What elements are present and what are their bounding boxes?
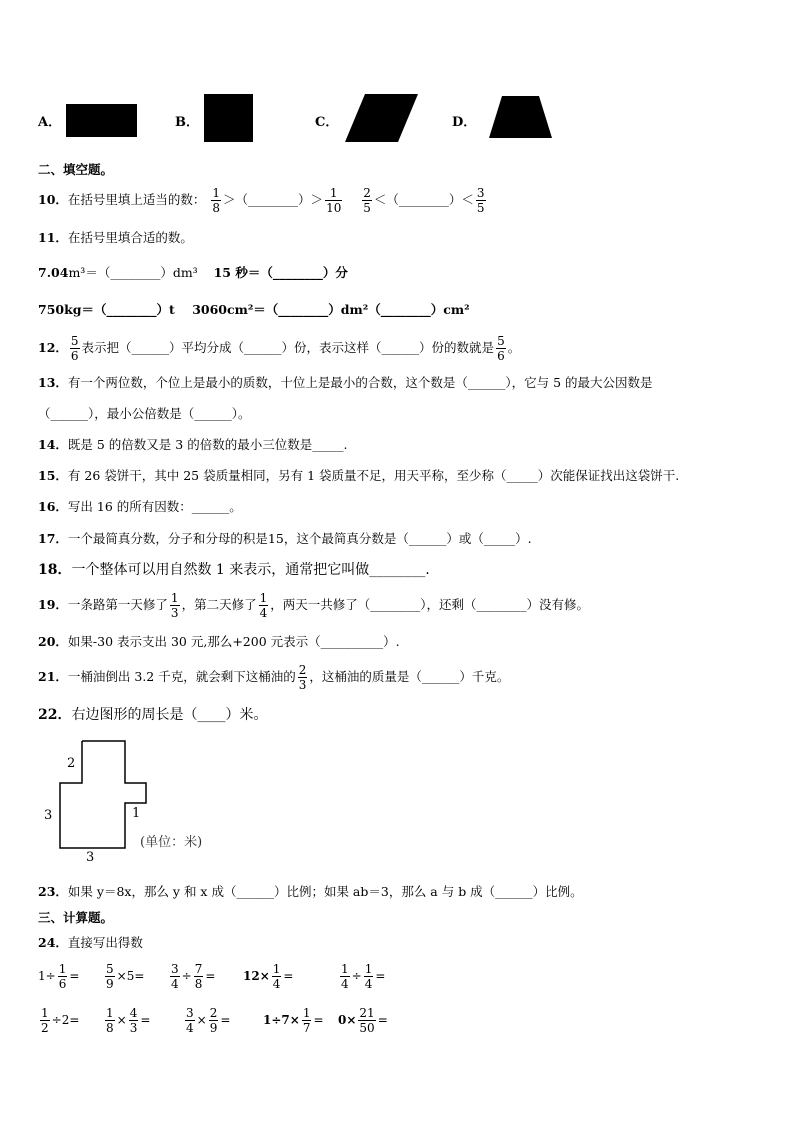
question-number: 10． [38, 192, 68, 207]
fraction: $\frac{1}{3}$ [170, 591, 179, 620]
calc-item: 0× $\frac{21}{50}$ = [338, 1006, 388, 1035]
fraction: $\frac{5}{6}$ [70, 334, 79, 363]
question-15: 15．有 26 袋饼干，其中 25 袋质量相同，另有 1 袋质量不足，用天平称，至少称（_____）次能保证找出这袋饼干. [38, 468, 680, 483]
parallelogram-shape [345, 94, 419, 143]
rectangle-shape [66, 104, 137, 137]
trapezoid-shape [489, 96, 553, 139]
fraction: $\frac{3}{5}$ [476, 186, 485, 215]
question-19: 19．一条路第一天修了 $\frac{1}{3}$ ，第二天修了 $\frac{1}{4}$ ，两天一共修了（________），还剩（________）没有修。 [38, 591, 589, 620]
fraction: $\frac{2}{3}$ [298, 663, 307, 692]
question-16: 16．写出 16 的所有因数：______。 [38, 499, 242, 514]
figure-label-left: 3 [44, 808, 53, 823]
question-17: 17．一个最简真分数，分子和分母的积是15，这个最简真分数是（______）或（_____）. [38, 531, 532, 546]
fraction: $\frac{1}{4}$ [259, 591, 268, 620]
calc-item: $\frac{5}{9}$ ×5= [106, 962, 145, 991]
question-18: 18．一个整体可以用自然数 1 来表示，通常把它叫做________. [38, 562, 430, 578]
option-b-label: B． [175, 115, 199, 130]
fraction: $\frac{1}{8}$ [212, 186, 221, 215]
calc-item: $\frac{1}{4}$ ÷ $\frac{1}{4}$ = [341, 962, 386, 991]
calc-item: 1÷ $\frac{1}{6}$ = [38, 962, 80, 991]
question-13-line-1: 13．有一个两位数，个位上是最小的质数，十位上是最小的合数，这个数是（______），它与 5 的最大公因数是 [38, 375, 653, 390]
question-11-row-2: 750kg＝（________）t 3060cm²＝（________）dm²（________）cm² [38, 302, 470, 317]
calc-item: $\frac{1}{2}$ ÷2= [41, 1006, 80, 1035]
calc-item: 1÷7× $\frac{1}{7}$ = [263, 1006, 324, 1035]
section-title-fill-blank: 二、填空题。 [38, 162, 114, 177]
square-shape [204, 94, 253, 142]
figure-label-top: 2 [67, 756, 76, 771]
question-22: 22．右边图形的周长是（____）米。 [38, 707, 268, 723]
question-21: 21．一桶油倒出 3.2 千克，就会剩下这桶油的 $\frac{2}{3}$ ，这桶油的质量是（______）千克。 [38, 663, 510, 692]
option-d-label: D． [452, 115, 477, 130]
calc-item: $\frac{3}{4}$ ÷ $\frac{7}{8}$ = [171, 962, 216, 991]
question-12: 12． $\frac{5}{6}$ 表示把（______）平均分成（______）份，表示这样（______）份的数就是 $\frac{5}{6}$ 。 [38, 334, 521, 363]
fraction: $\frac{2}{5}$ [363, 186, 371, 215]
question-20: 20．如果-30 表示支出 30 元,那么+200 元表示（__________）. [38, 634, 400, 649]
fraction: $\frac{1}{10}$ [326, 186, 342, 215]
question-23: 23．如果 y＝8x，那么 y 和 x 成（______）比例；如果 ab＝3，那么 a 与 b 成（______）比例。 [38, 884, 583, 899]
figure-label-bottom: 3 [86, 850, 95, 865]
figure-unit: (单位：米) [140, 835, 203, 850]
figure-label-right: 1 [132, 806, 141, 821]
calc-item: $\frac{3}{4}$ × $\frac{2}{9}$ = [186, 1006, 231, 1035]
fraction: $\frac{5}{6}$ [497, 334, 505, 363]
option-c-label: C． [315, 115, 339, 130]
question-14: 14．既是 5 的倍数又是 3 的倍数的最小三位数是_____. [38, 437, 348, 452]
question-11-row-1: 7.04m³＝（________）dm³ 15 秒＝（________）分 [38, 265, 348, 280]
calc-item: 12× $\frac{1}{4}$ = [243, 962, 294, 991]
question-13-line-2: （______），最小公倍数是（______）。 [38, 406, 251, 421]
question-11: 11．在括号里填合适的数。 [38, 230, 193, 245]
option-a-label: A． [38, 115, 62, 130]
section-title-calculation: 三、计算题。 [38, 910, 114, 925]
question-10: 10．在括号里填上适当的数： $\frac{1}{8}$ ＞（________）＞ $\frac{1}{10}$ $\frac{2}{5}$ ＜（________）＜ $\frac{3}{5}$ [38, 186, 485, 215]
calc-item: $\frac{1}{8}$ × $\frac{4}{3}$ = [106, 1006, 151, 1035]
question-24: 24．直接写出得数 [38, 935, 143, 950]
